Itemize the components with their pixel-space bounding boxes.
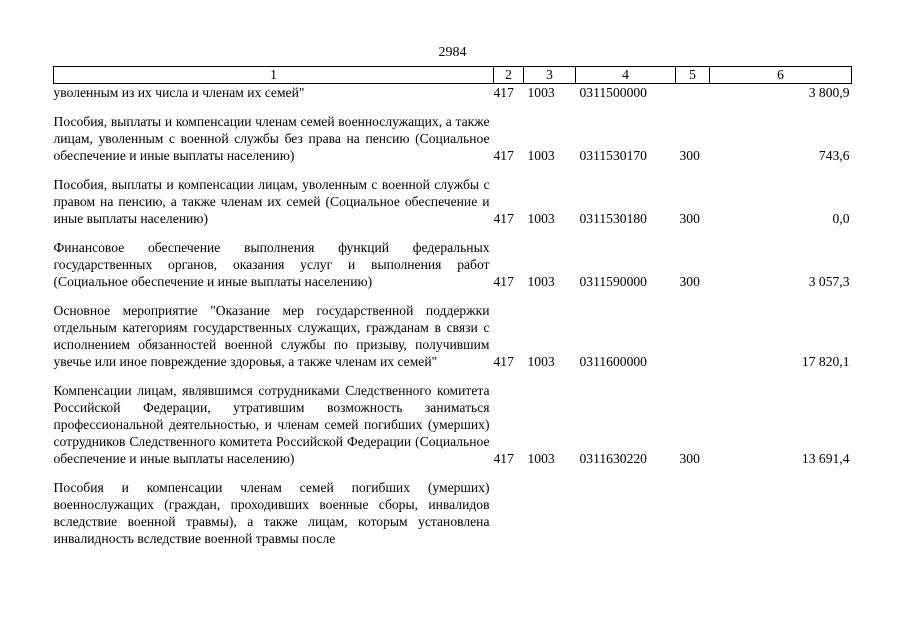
table-row (54, 382, 852, 467)
row-target: 0311500000 (579, 85, 647, 100)
budget-table (53, 66, 852, 547)
row-target: 0311630220 (579, 451, 647, 466)
row-section: 1003 (527, 211, 555, 226)
row-name: Пособия, выплаты и компенсации членам семей военнослужащих, а также лицам, уволенным с военной службы без права на пенсию (Социальное обеспечение и иные выплаты населению) (53, 114, 490, 163)
row-sum: 743,6 (818, 148, 850, 163)
row-type: 300 (679, 274, 700, 289)
row-type: 300 (679, 451, 700, 466)
row-name: уволенным из их числа и членам их семей" (53, 85, 305, 100)
row-name: Основное мероприятие "Оказание мер государственной поддержки отдельным категориям государственных служащих, гражданам в связи с исполнением обязанностей военной службы по призыву, получившим увечье или иное повреждение здоровья, а также членам их семей" (53, 303, 490, 369)
header-row (54, 67, 852, 84)
row-sum: 3 057,3 (808, 274, 850, 289)
row-section: 1003 (527, 274, 555, 289)
row-target: 0311590000 (579, 274, 647, 289)
table-header (54, 67, 852, 84)
row-section: 1003 (527, 85, 555, 100)
row-sum: 0,0 (832, 211, 850, 226)
table-row (54, 176, 852, 227)
row-type (676, 302, 710, 370)
row-target (576, 479, 676, 547)
column-header-6: 6 (710, 67, 852, 84)
row-type: 300 (679, 148, 700, 163)
row-ministry (494, 479, 524, 547)
row-target: 0311530180 (579, 211, 647, 226)
row-ministry: 417 (493, 85, 514, 100)
column-header-4: 4 (576, 67, 676, 84)
column-header-3: 3 (524, 67, 576, 84)
table-row (54, 479, 852, 547)
row-sum: 17 820,1 (801, 354, 850, 369)
row-sum: 13 691,4 (801, 451, 850, 466)
table-row (54, 239, 852, 290)
row-type (676, 84, 710, 102)
table-body (54, 84, 852, 548)
row-target: 0311600000 (579, 354, 647, 369)
row-type: 300 (679, 211, 700, 226)
row-name: Пособия, выплаты и компенсации лицам, уволенным с военной службы с правом на пенсию, а также членам их семей (Социальное обеспечение и иные выплаты населению) (53, 177, 490, 226)
row-ministry: 417 (493, 451, 514, 466)
row-ministry: 417 (493, 148, 514, 163)
row-name: Пособия и компенсации членам семей погибших (умерших) военнослужащих (граждан, проходивших военные сборы, инвалидов вследствие военной травмы), а также лицам, которым установлена инвалидность вследствие военной травмы после (53, 480, 490, 546)
row-ministry: 417 (493, 274, 514, 289)
row-target: 0311530170 (579, 148, 647, 163)
column-header-2: 2 (494, 67, 524, 84)
column-header-5: 5 (676, 67, 710, 84)
row-section: 1003 (527, 451, 555, 466)
row-name: Финансовое обеспечение выполнения функций федеральных государственных органов, оказания услуг и выполнения работ (Социальное обеспечение и иные выплаты населению) (53, 240, 490, 289)
page-number: 2984 (438, 45, 467, 60)
table-row (54, 84, 852, 102)
row-section: 1003 (527, 148, 555, 163)
row-ministry: 417 (493, 354, 514, 369)
row-section: 1003 (527, 354, 555, 369)
table-row (54, 113, 852, 164)
column-header-1: 1 (54, 67, 494, 84)
row-sum: 3 800,9 (808, 85, 850, 100)
row-ministry: 417 (493, 211, 514, 226)
table-row (54, 302, 852, 370)
row-name: Компенсации лицам, являвшимся сотрудниками Следственного комитета Российской Федерации, утратившим возможность заниматься профессиональной деятельностью, и членам семей погибших (умерших) сотрудников Следственного комитета Российской Федерации (Социальное обеспечение и иные выплаты населению) (53, 383, 490, 466)
row-sum (710, 479, 852, 547)
row-section (524, 479, 576, 547)
row-type (676, 479, 710, 547)
